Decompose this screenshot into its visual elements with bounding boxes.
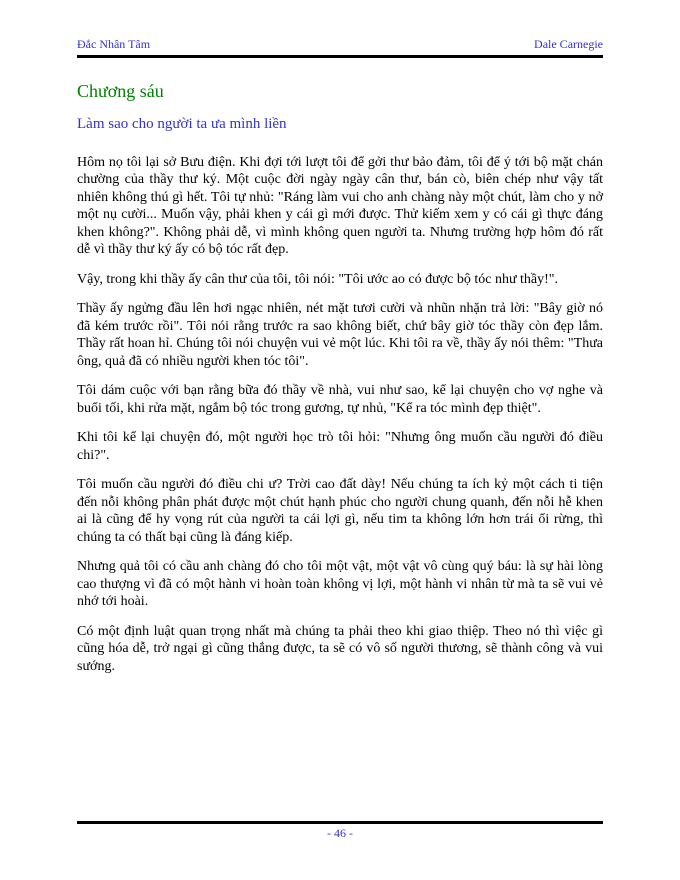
body-paragraph: Khi tôi kể lại chuyện đó, một người học trò tôi hỏi: "Nhưng ông muốn cầu người đó điều chi?". [77, 430, 603, 463]
page-content [77, 0, 603, 687]
page-header [77, 0, 603, 52]
body-paragraph: Có một định luật quan trọng nhất mà chúng ta phải theo khi giao thiệp. Theo nó thì việc gì cũng hóa dễ, trở ngại gì cũng thắng được, ta sẽ có vô số người thương, sẽ thành công và vui sướng. [77, 623, 603, 674]
body-paragraph: Tôi dám cuộc với bạn rằng bữa đó thầy về nhà, vui như sao, kể lại chuyện cho vợ nghe và buổi tối, khi rửa mặt, ngắm bộ tóc trong gương, tự nhủ, "Kể ra tóc mình đẹp thiệt". [77, 383, 603, 416]
chapter-title: Chương sáu [77, 80, 164, 101]
page-footer [77, 821, 603, 841]
page-number: - 46 - [327, 825, 353, 840]
header-rule [77, 55, 603, 58]
body-paragraph: Thầy ấy ngửng đầu lên hơi ngạc nhiên, nét mặt tươi cười và nhũn nhặn trả lời: "Bây giờ nó đã kém trước rồi". Tôi nói rằng trước ra sao không biết, chứ bây giờ tóc thầy còn đẹp lắm. Thầy rất hoan hỉ. Chúng tôi nói chuyện vui vẻ một lúc. Khi tôi ra về, thầy ấy nói thêm: "Thưa ông, quả đã có nhiều người khen tóc tôi". [77, 301, 603, 369]
body-paragraph: Nhưng quả tôi có cầu anh chàng đó cho tôi một vật, một vật vô cùng quý báu: là sự hài lòng cao thượng vì đã có một hành vi hoàn toàn không vị lợi, một hành vi nhân từ mà ta sẽ vui vẻ nhớ tới hoài. [77, 559, 603, 609]
body-text [77, 154, 603, 676]
header-book-title: Đắc Nhân Tâm [77, 37, 151, 51]
body-paragraph: Tôi muốn cầu người đó điều chi ư? Trời cao đất dày! Nếu chúng ta ích kỷ một cách ti tiện đến nỗi không phân phát được một chút hạnh phúc cho người chung quanh, đến nỗi hễ khen ai là cũng để hy vọng rút của người ta cái lợi gì, nếu tim ta không lớn hơn trái ổi rừng, thì chúng ta có thất bại cũng là đáng kiếp. [77, 477, 603, 545]
footer-rule [77, 821, 603, 824]
chapter-subtitle: Làm sao cho người ta ưa mình liền [77, 115, 287, 132]
header-author: Dale Carnegie [534, 37, 603, 51]
body-paragraph: Vậy, trong khi thầy ấy cân thư của tôi, tôi nói: "Tôi ước ao có được bộ tóc như thầy!". [77, 271, 559, 287]
body-paragraph: Hôm nọ tôi lại sở Bưu điện. Khi đợi tới lượt tôi để gởi thư bảo đảm, tôi để ý tới bộ mặt chán chường của thầy thư ký. Một cuộc đời ngày ngày cân thư, bán cò, biên chép như vậy tất nhiên không thú gì hết. Tôi tự nhủ: "Ráng làm vui cho anh chàng này một chút, làm cho y nở một nụ cười... Muốn vậy, phải khen y cái gì mới được. Thử kiếm xem y có cái gì thực đáng khen không?". Không phải dễ, vì mình không quen người ta. Nhưng trường hợp hôm đó rất dễ vì thầy thư ký ấy có bộ tóc rất đẹp. [77, 154, 603, 257]
